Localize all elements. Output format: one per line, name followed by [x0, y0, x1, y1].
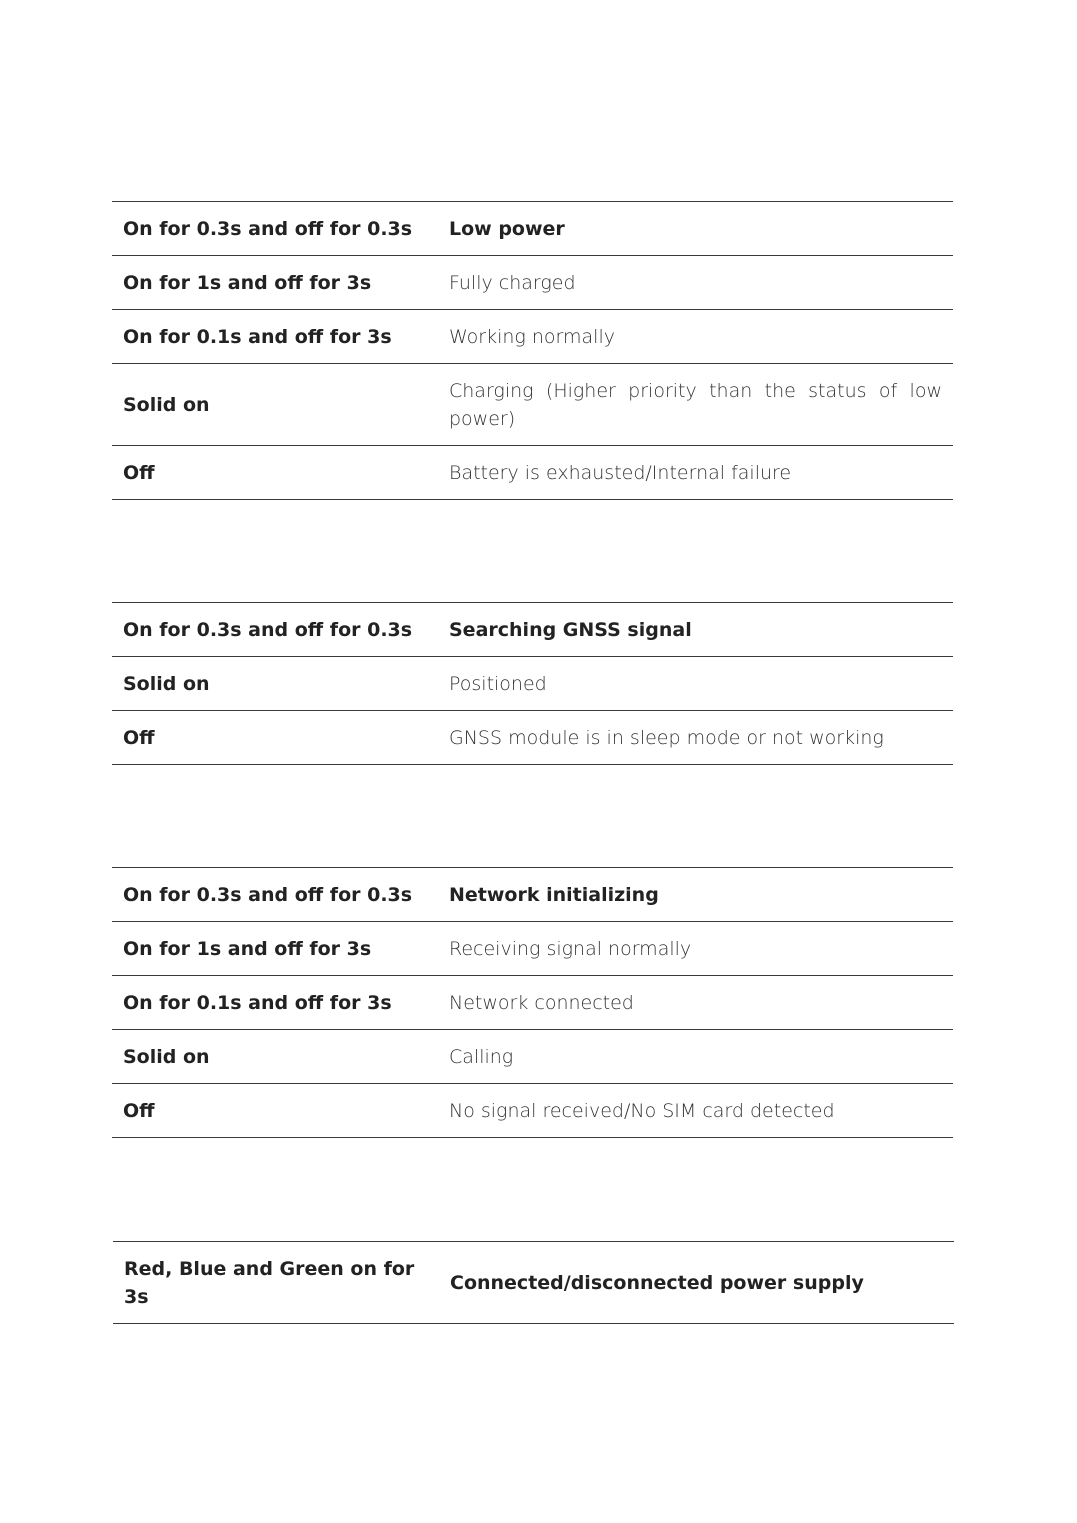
- led-pattern-cell: On for 0.1s and off for 3s: [123, 992, 392, 1014]
- led-meaning-cell: Charging (Higher priority than the status of low power): [449, 380, 942, 430]
- led-meaning-cell: Network connected: [449, 992, 634, 1014]
- led-meaning-cell: Calling: [449, 1046, 514, 1068]
- table-row: [112, 202, 953, 256]
- table-row: [112, 603, 953, 657]
- table-row: [112, 657, 953, 711]
- led-pattern-cell: Off: [123, 727, 155, 749]
- led-pattern-cell: Off: [123, 462, 155, 484]
- led-pattern-cell: On for 1s and off for 3s: [123, 272, 372, 294]
- led-meaning-cell: Fully charged: [449, 272, 576, 294]
- led-meaning-cell: Battery is exhausted/Internal failure: [449, 462, 792, 484]
- table-row: [112, 922, 953, 976]
- led-pattern-cell: Off: [123, 1100, 155, 1122]
- led-meaning-cell: No signal received/No SIM card detected: [449, 1100, 835, 1122]
- gnss-led-table: [112, 602, 953, 765]
- table-row: [112, 256, 953, 310]
- table-row: [112, 976, 953, 1030]
- table-row: [112, 364, 953, 446]
- table-row: [113, 1242, 954, 1324]
- led-meaning-cell: Working normally: [449, 326, 615, 348]
- led-meaning-cell: GNSS module is in sleep mode or not working: [449, 727, 884, 749]
- led-pattern-cell: On for 0.3s and off for 0.3s: [123, 884, 413, 906]
- led-meaning-cell: Positioned: [449, 673, 547, 695]
- all-leds-table: [113, 1241, 954, 1324]
- table-row: [112, 1030, 953, 1084]
- led-meaning-cell: Connected/disconnected power supply: [450, 1272, 864, 1294]
- led-meaning-cell: Searching GNSS signal: [449, 619, 692, 641]
- led-pattern-cell: Solid on: [123, 1046, 210, 1068]
- led-pattern-cell: Solid on: [123, 673, 210, 695]
- led-pattern-cell: On for 1s and off for 3s: [123, 938, 372, 960]
- table-row: [112, 1084, 953, 1138]
- network-led-table: [112, 867, 953, 1138]
- led-pattern-cell: Solid on: [123, 394, 210, 416]
- led-meaning-cell: Low power: [449, 218, 565, 240]
- led-pattern-cell: On for 0.3s and off for 0.3s: [123, 218, 413, 240]
- power-led-table: [112, 201, 953, 500]
- table-row: [112, 310, 953, 364]
- table-row: [112, 868, 953, 922]
- led-pattern-cell: On for 0.1s and off for 3s: [123, 326, 392, 348]
- led-meaning-cell: Network initializing: [449, 884, 659, 906]
- led-pattern-cell: On for 0.3s and off for 0.3s: [123, 619, 413, 641]
- led-meaning-cell: Receiving signal normally: [449, 938, 692, 960]
- table-row: [112, 446, 953, 500]
- table-row: [112, 711, 953, 765]
- led-pattern-cell: Red, Blue and Green on for 3s: [124, 1258, 415, 1308]
